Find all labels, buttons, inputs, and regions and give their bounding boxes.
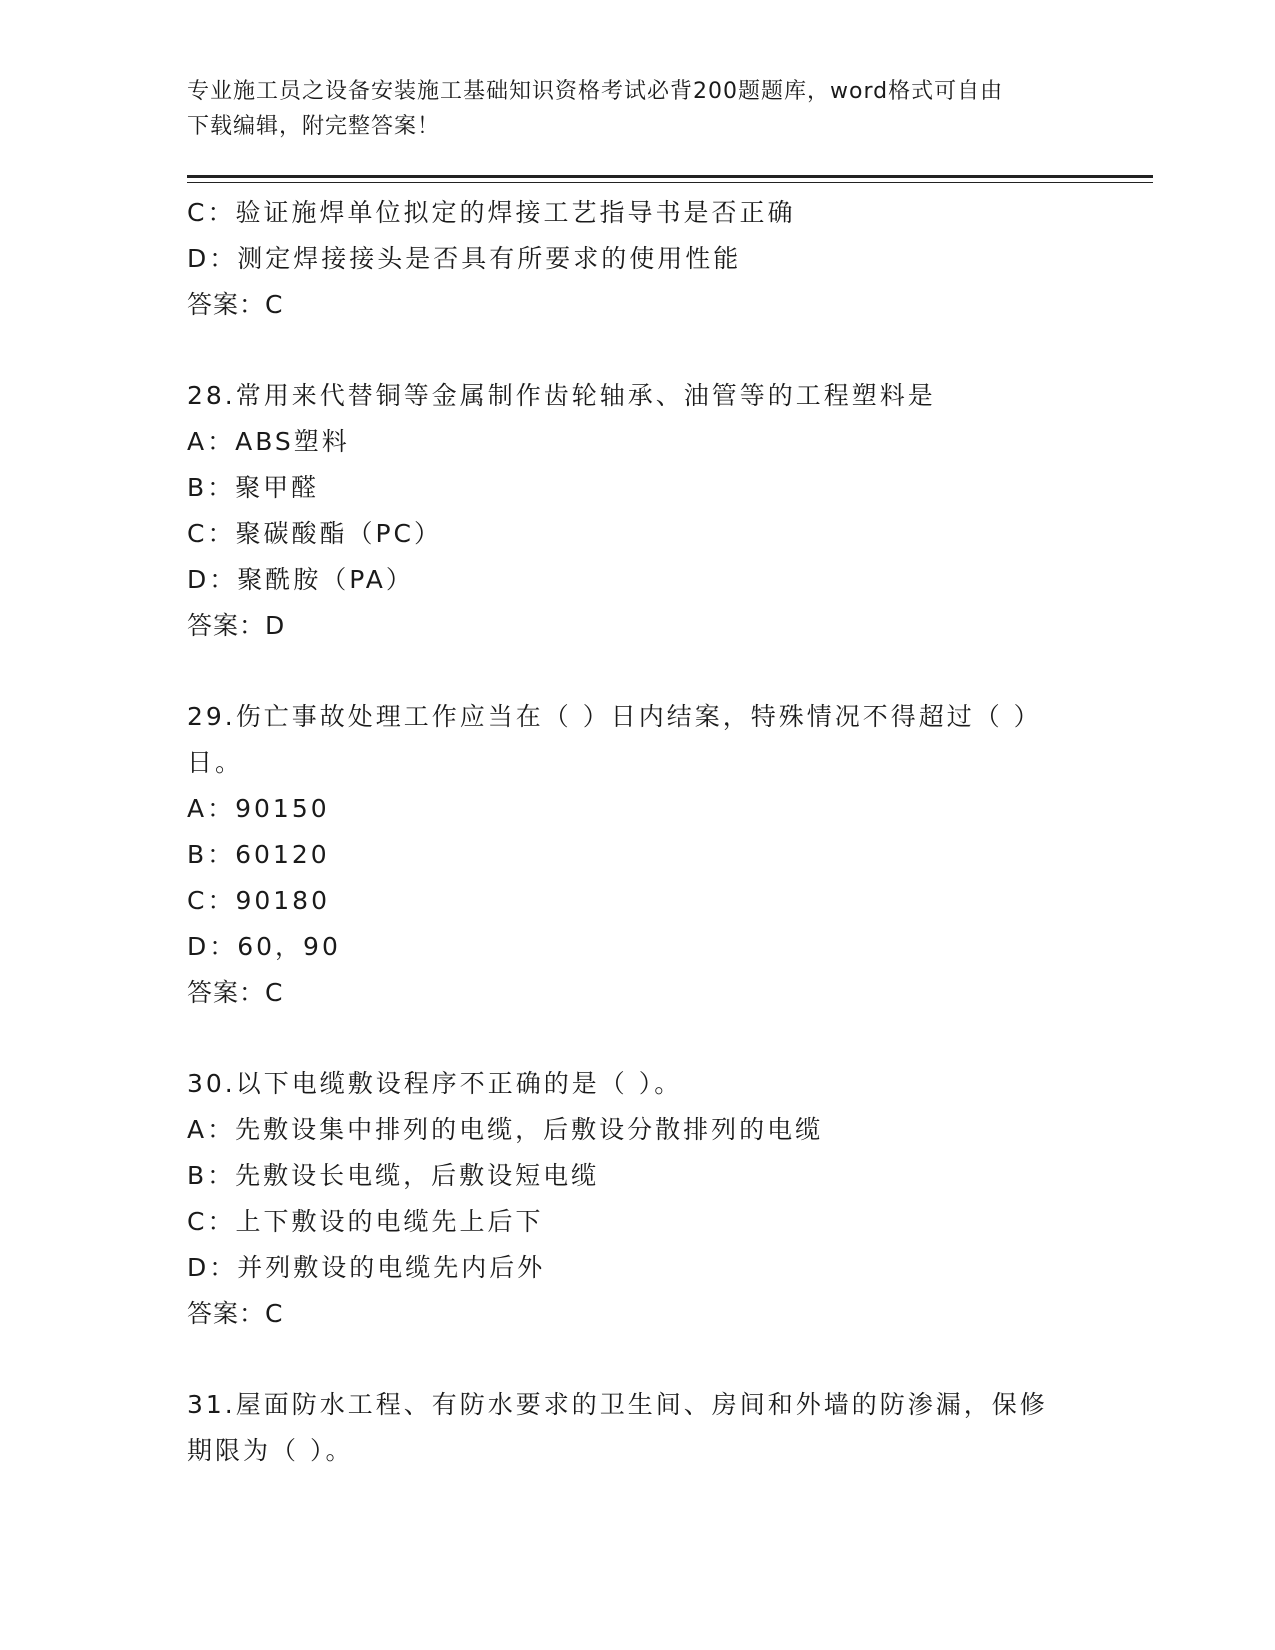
question-stem: 28.常用来代替铜等金属制作齿轮轴承、油管等的工程塑料是 [187, 381, 936, 410]
option-c: C：上下敷设的电缆先上后下 [187, 1207, 544, 1236]
option-b: B：60120 [187, 840, 330, 869]
option-b: B：先敷设长电缆，后敷设短电缆 [187, 1161, 600, 1190]
option-b: B：聚甲醛 [187, 473, 320, 502]
question-stem: 30.以下电缆敷设程序不正确的是（ ）。 [187, 1069, 683, 1098]
header-title-line-1: 专业施工员之设备安装施工基础知识资格考试必背200题题库，word格式可自由 [187, 79, 1004, 104]
header-divider-thick [187, 175, 1153, 178]
answer: 答案：D [187, 611, 286, 640]
question-27 [187, 190, 1087, 328]
option-a: A：ABS塑料 [187, 427, 350, 456]
option-c: C：90180 [187, 886, 330, 915]
option-d: D：并列敷设的电缆先内后外 [187, 1253, 546, 1282]
answer: 答案：C [187, 978, 284, 1007]
option-c: C：验证施焊单位拟定的焊接工艺指导书是否正确 [187, 198, 796, 227]
question-stem-line-1: 31.屋面防水工程、有防水要求的卫生间、房间和外墙的防渗漏，保修 [187, 1390, 1048, 1419]
page-header [187, 74, 1077, 144]
question-list [187, 190, 1087, 1474]
option-a: A：90150 [187, 794, 330, 823]
question-31 [187, 1382, 1087, 1474]
question-28 [187, 373, 1087, 649]
answer: 答案：C [187, 290, 284, 319]
question-stem-line-2: 日。 [187, 748, 244, 777]
header-divider-thin [187, 182, 1153, 183]
question-29 [187, 694, 1087, 1016]
option-c: C：聚碳酸酯（PC） [187, 519, 442, 548]
question-stem-line-1: 29.伤亡事故处理工作应当在（ ）日内结案，特殊情况不得超过（ ） [187, 702, 1042, 731]
option-a: A：先敷设集中排列的电缆，后敷设分散排列的电缆 [187, 1115, 824, 1144]
question-stem-line-2: 期限为（ ）。 [187, 1436, 354, 1465]
question-30 [187, 1061, 1087, 1337]
option-d: D：聚酰胺（PA） [187, 565, 414, 594]
answer: 答案：C [187, 1299, 284, 1328]
option-d: D：60，90 [187, 932, 341, 961]
option-d: D：测定焊接接头是否具有所要求的使用性能 [187, 244, 742, 273]
header-title-line-2: 下载编辑，附完整答案！ [187, 114, 441, 139]
